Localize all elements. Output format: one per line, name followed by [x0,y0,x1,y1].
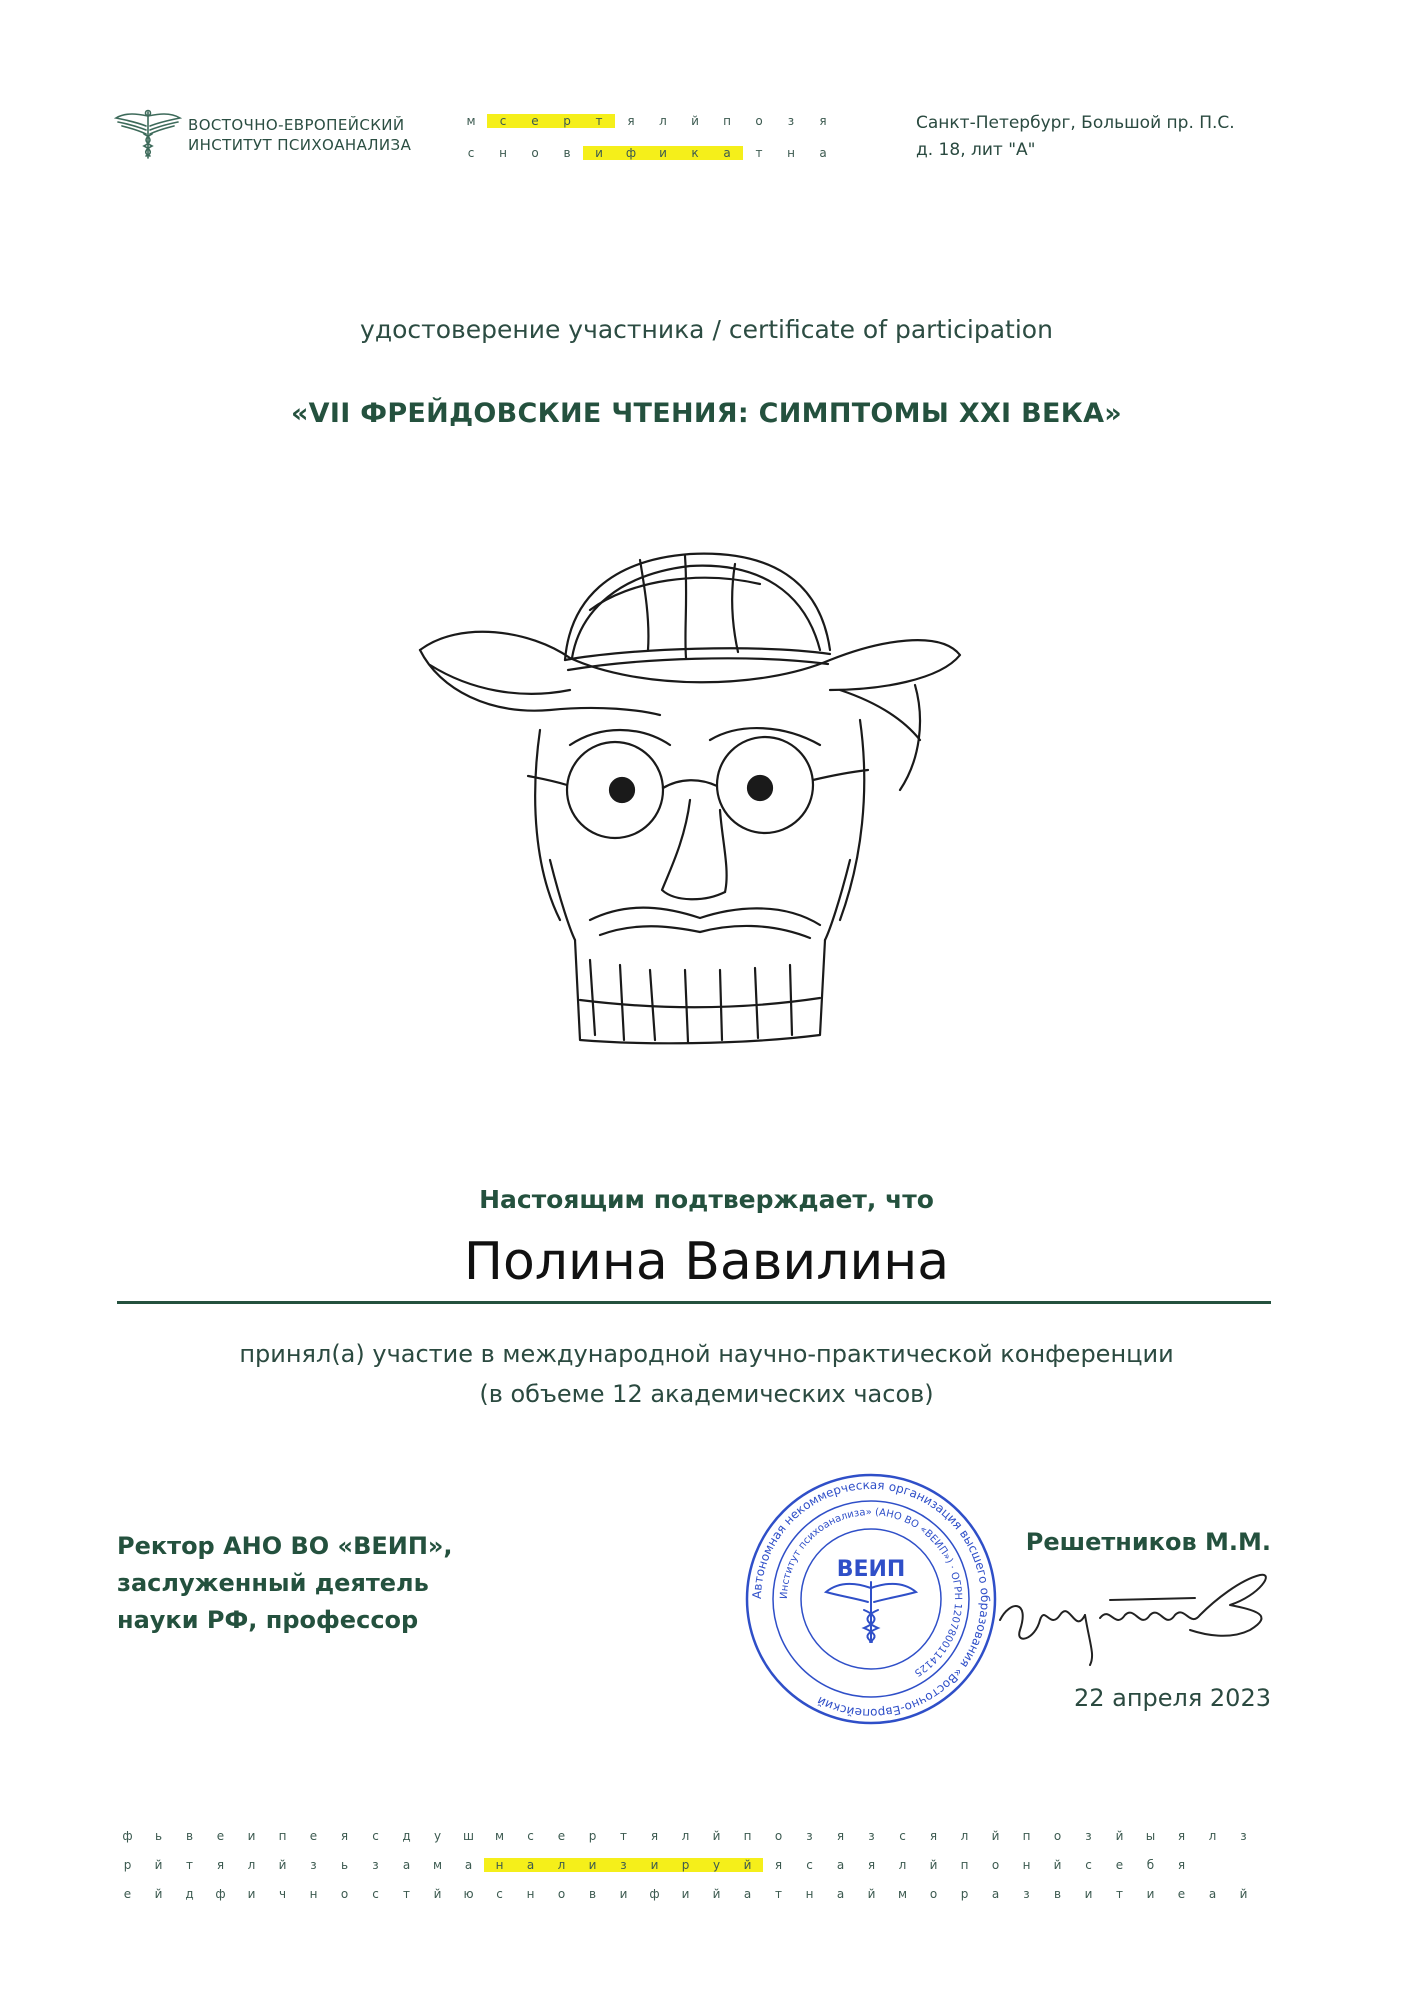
grid-letter: ф [649,1887,660,1901]
institute-logo [114,108,434,168]
grid-letter: ч [278,1887,287,1901]
grid-letter: й [433,1887,442,1901]
grid-letter: е [123,1887,132,1901]
grid-letter: с [372,1887,379,1901]
grid-letter: я [819,114,827,128]
grid-letter: и [639,1858,670,1872]
event-title: «VII ФРЕЙДОВСКИЕ ЧТЕНИЯ: СИМПТОМЫ XXI ВЕКА» [290,398,1123,429]
grid-letter: а [743,1887,752,1901]
grid-letter: п [723,114,731,128]
grid-letter: я [774,1858,783,1872]
grid-letter: а [711,146,743,160]
grid-letter: а [819,146,827,160]
grid-letter: у [433,1829,442,1843]
grid-letter: с [372,1829,379,1843]
footer-letter-row-3 [112,1883,1259,1905]
grid-letter: с [467,146,475,160]
grid-letter: я [650,1829,659,1843]
name-underline [117,1301,1271,1304]
grid-letter: н [484,1858,515,1872]
grid-letter: р [551,114,583,128]
grid-letter: т [755,146,763,160]
grid-letter: й [712,1887,721,1901]
grid-letter: м [432,1858,443,1872]
grid-letter: п [1022,1829,1031,1843]
caduceus-wings-icon [114,108,182,160]
grid-letter: й [732,1858,763,1872]
grid-letter: а [464,1858,473,1872]
grid-letter: а [836,1858,845,1872]
grid-letter: с [496,1887,503,1901]
grid-letter: й [691,114,699,128]
grid-letter: л [1208,1829,1217,1843]
logo-line-2: ИНСТИТУТ ПСИХОАНАЛИЗА [188,136,412,154]
grid-letter: е [557,1829,566,1843]
grid-letter: в [563,146,571,160]
address-line-1: Санкт-Петербург, Большой пр. П.С. [916,113,1235,133]
grid-letter: и [577,1858,608,1872]
grid-letter: а [1208,1887,1217,1901]
grid-letter: я [836,1829,845,1843]
grid-letter: б [1146,1858,1155,1872]
grid-letter: л [898,1858,907,1872]
grid-letter: л [681,1829,690,1843]
grid-letter: т [186,1858,193,1872]
grid-letter: н [787,146,795,160]
grid-letter: т [583,114,615,128]
grid-letter: и [619,1887,628,1901]
rector-line-2: заслуженный деятель [117,1569,429,1597]
grid-letter: п [960,1858,969,1872]
grid-letter: и [247,1829,256,1843]
grid-letter: с [1085,1858,1092,1872]
grid-letter: т [403,1887,410,1901]
grid-letter: з [1023,1887,1030,1901]
grid-letter: ф [615,146,647,160]
grid-letter: и [583,146,615,160]
grid-letter: и [1146,1887,1155,1901]
grid-letter: т [775,1887,782,1901]
grid-letter: я [1177,1829,1186,1843]
grid-letter: е [519,114,551,128]
grid-letter: ф [122,1829,133,1843]
header-letter-grid [455,110,875,166]
grid-letter: л [960,1829,969,1843]
portrait-sketch [400,540,980,1120]
grid-letter: т [620,1829,627,1843]
logo-line-1: ВОСТОЧНО-ЕВРОПЕЙСКИЙ [188,116,405,134]
grid-letter: а [991,1887,1000,1901]
certificate-type: удостоверение участника / certificate of participation [360,315,1053,344]
grid-letter: л [247,1858,256,1872]
grid-letter: е [216,1829,225,1843]
official-stamp [742,1470,1000,1728]
grid-letter: м [466,114,476,128]
grid-letter: м [897,1887,908,1901]
grid-letter: ь [154,1829,163,1843]
grid-letter: о [340,1887,349,1901]
logo-text [188,115,411,155]
grid-letter: е [309,1829,318,1843]
grid-letter: с [527,1829,534,1843]
grid-letter: р [960,1887,969,1901]
grid-letter: к [679,146,711,160]
grid-letter: я [216,1858,225,1872]
grid-letter: з [1085,1829,1092,1843]
grid-letter: п [743,1829,752,1843]
grid-letter: й [929,1858,938,1872]
handwritten-signature [990,1560,1280,1670]
grid-letter: й [278,1858,287,1872]
grid-letter: й [1239,1887,1248,1901]
grid-letter: о [1053,1829,1062,1843]
participant-name: Полина Вавилина [463,1232,950,1292]
grid-letter: в [588,1887,597,1901]
signer-name: Решетников М.М. [1025,1528,1271,1556]
stamp-inner-text: Институт психоанализа» (АНО ВО «ВЕИП») · ОГРН 1207800114125 [778,1506,964,1679]
grid-letter: н [499,146,507,160]
grid-letter: л [546,1858,577,1872]
stamp-caduceus-icon [826,1582,916,1642]
grid-letter: о [991,1858,1000,1872]
grid-letter: й [712,1829,721,1843]
participation-line-1: принял(а) участие в международной научно-практической конференции [239,1340,1174,1368]
participation-line-2: (в объеме 12 академических часов) [479,1380,934,1408]
grid-letter: ф [215,1887,226,1901]
grid-letter: я [627,114,635,128]
grid-letter: с [487,114,519,128]
grid-letter: й [1053,1858,1062,1872]
grid-letter: й [154,1858,163,1872]
footer-letter-row-1 [112,1825,1259,1847]
grid-letter: д [402,1829,411,1843]
grid-letter: с [899,1829,906,1843]
header-letter-row-1 [455,110,839,132]
grid-letter: и [1084,1887,1093,1901]
grid-letter: п [278,1829,287,1843]
stamp-center-label: ВЕИП [836,1557,906,1582]
grid-letter: р [123,1858,132,1872]
rector-title [117,1528,453,1639]
grid-letter: и [647,146,679,160]
grid-letter: д [185,1887,194,1901]
grid-letter: у [701,1858,732,1872]
address-line-2: д. 18, лит "А" [916,140,1036,160]
grid-letter: а [402,1858,411,1872]
grid-letter: я [340,1829,349,1843]
grid-letter: й [991,1829,1000,1843]
issue-date: 22 апреля 2023 [1073,1684,1271,1712]
grid-letter: й [867,1887,876,1901]
rector-line-3: науки РФ, профессор [117,1606,419,1634]
grid-letter: е [1115,1858,1124,1872]
grid-letter: т [1116,1887,1123,1901]
grid-letter: о [531,146,539,160]
grid-letter: а [515,1858,546,1872]
grid-letter: о [774,1829,783,1843]
grid-letter: з [806,1829,813,1843]
grid-letter: е [1177,1887,1186,1901]
grid-letter: ь [340,1858,349,1872]
grid-letter: н [309,1887,318,1901]
rector-line-1: Ректор АНО ВО «ВЕИП», [117,1532,453,1560]
grid-letter: н [1022,1858,1031,1872]
footer-letter-row-2 [112,1854,1197,1876]
grid-letter: с [806,1858,813,1872]
grid-letter: о [557,1887,566,1901]
grid-letter: м [494,1829,505,1843]
grid-letter: я [1177,1858,1186,1872]
grid-letter: о [755,114,763,128]
grid-letter: р [588,1829,597,1843]
grid-letter: в [1053,1887,1062,1901]
grid-letter: й [154,1887,163,1901]
grid-letter: я [867,1858,876,1872]
grid-letter: з [310,1858,317,1872]
header-letter-row-2 [455,142,839,164]
grid-letter: з [608,1858,639,1872]
grid-letter: ш [463,1829,474,1843]
grid-letter: н [805,1887,814,1901]
header-address [916,110,1235,164]
grid-letter: ю [463,1887,474,1901]
footer-letter-grid [112,1825,1272,1905]
grid-letter: л [659,114,667,128]
grid-letter: а [836,1887,845,1901]
participation-text [0,1334,1413,1414]
grid-letter: и [247,1887,256,1901]
stamp-outer-text: Автономная некоммерческая организация высшего образования «Восточно-Европейский [749,1477,993,1721]
grid-letter: н [526,1887,535,1901]
grid-letter: и [681,1887,690,1901]
grid-letter: й [1115,1829,1124,1843]
grid-letter: р [670,1858,701,1872]
grid-letter: в [185,1829,194,1843]
grid-letter: з [868,1829,875,1843]
grid-letter: я [929,1829,938,1843]
grid-letter: з [787,114,795,128]
grid-letter: з [1240,1829,1247,1843]
grid-letter: о [929,1887,938,1901]
confirmation-text: Настоящим подтверждает, что [479,1185,934,1214]
grid-letter: з [372,1858,379,1872]
grid-letter: ы [1145,1829,1156,1843]
